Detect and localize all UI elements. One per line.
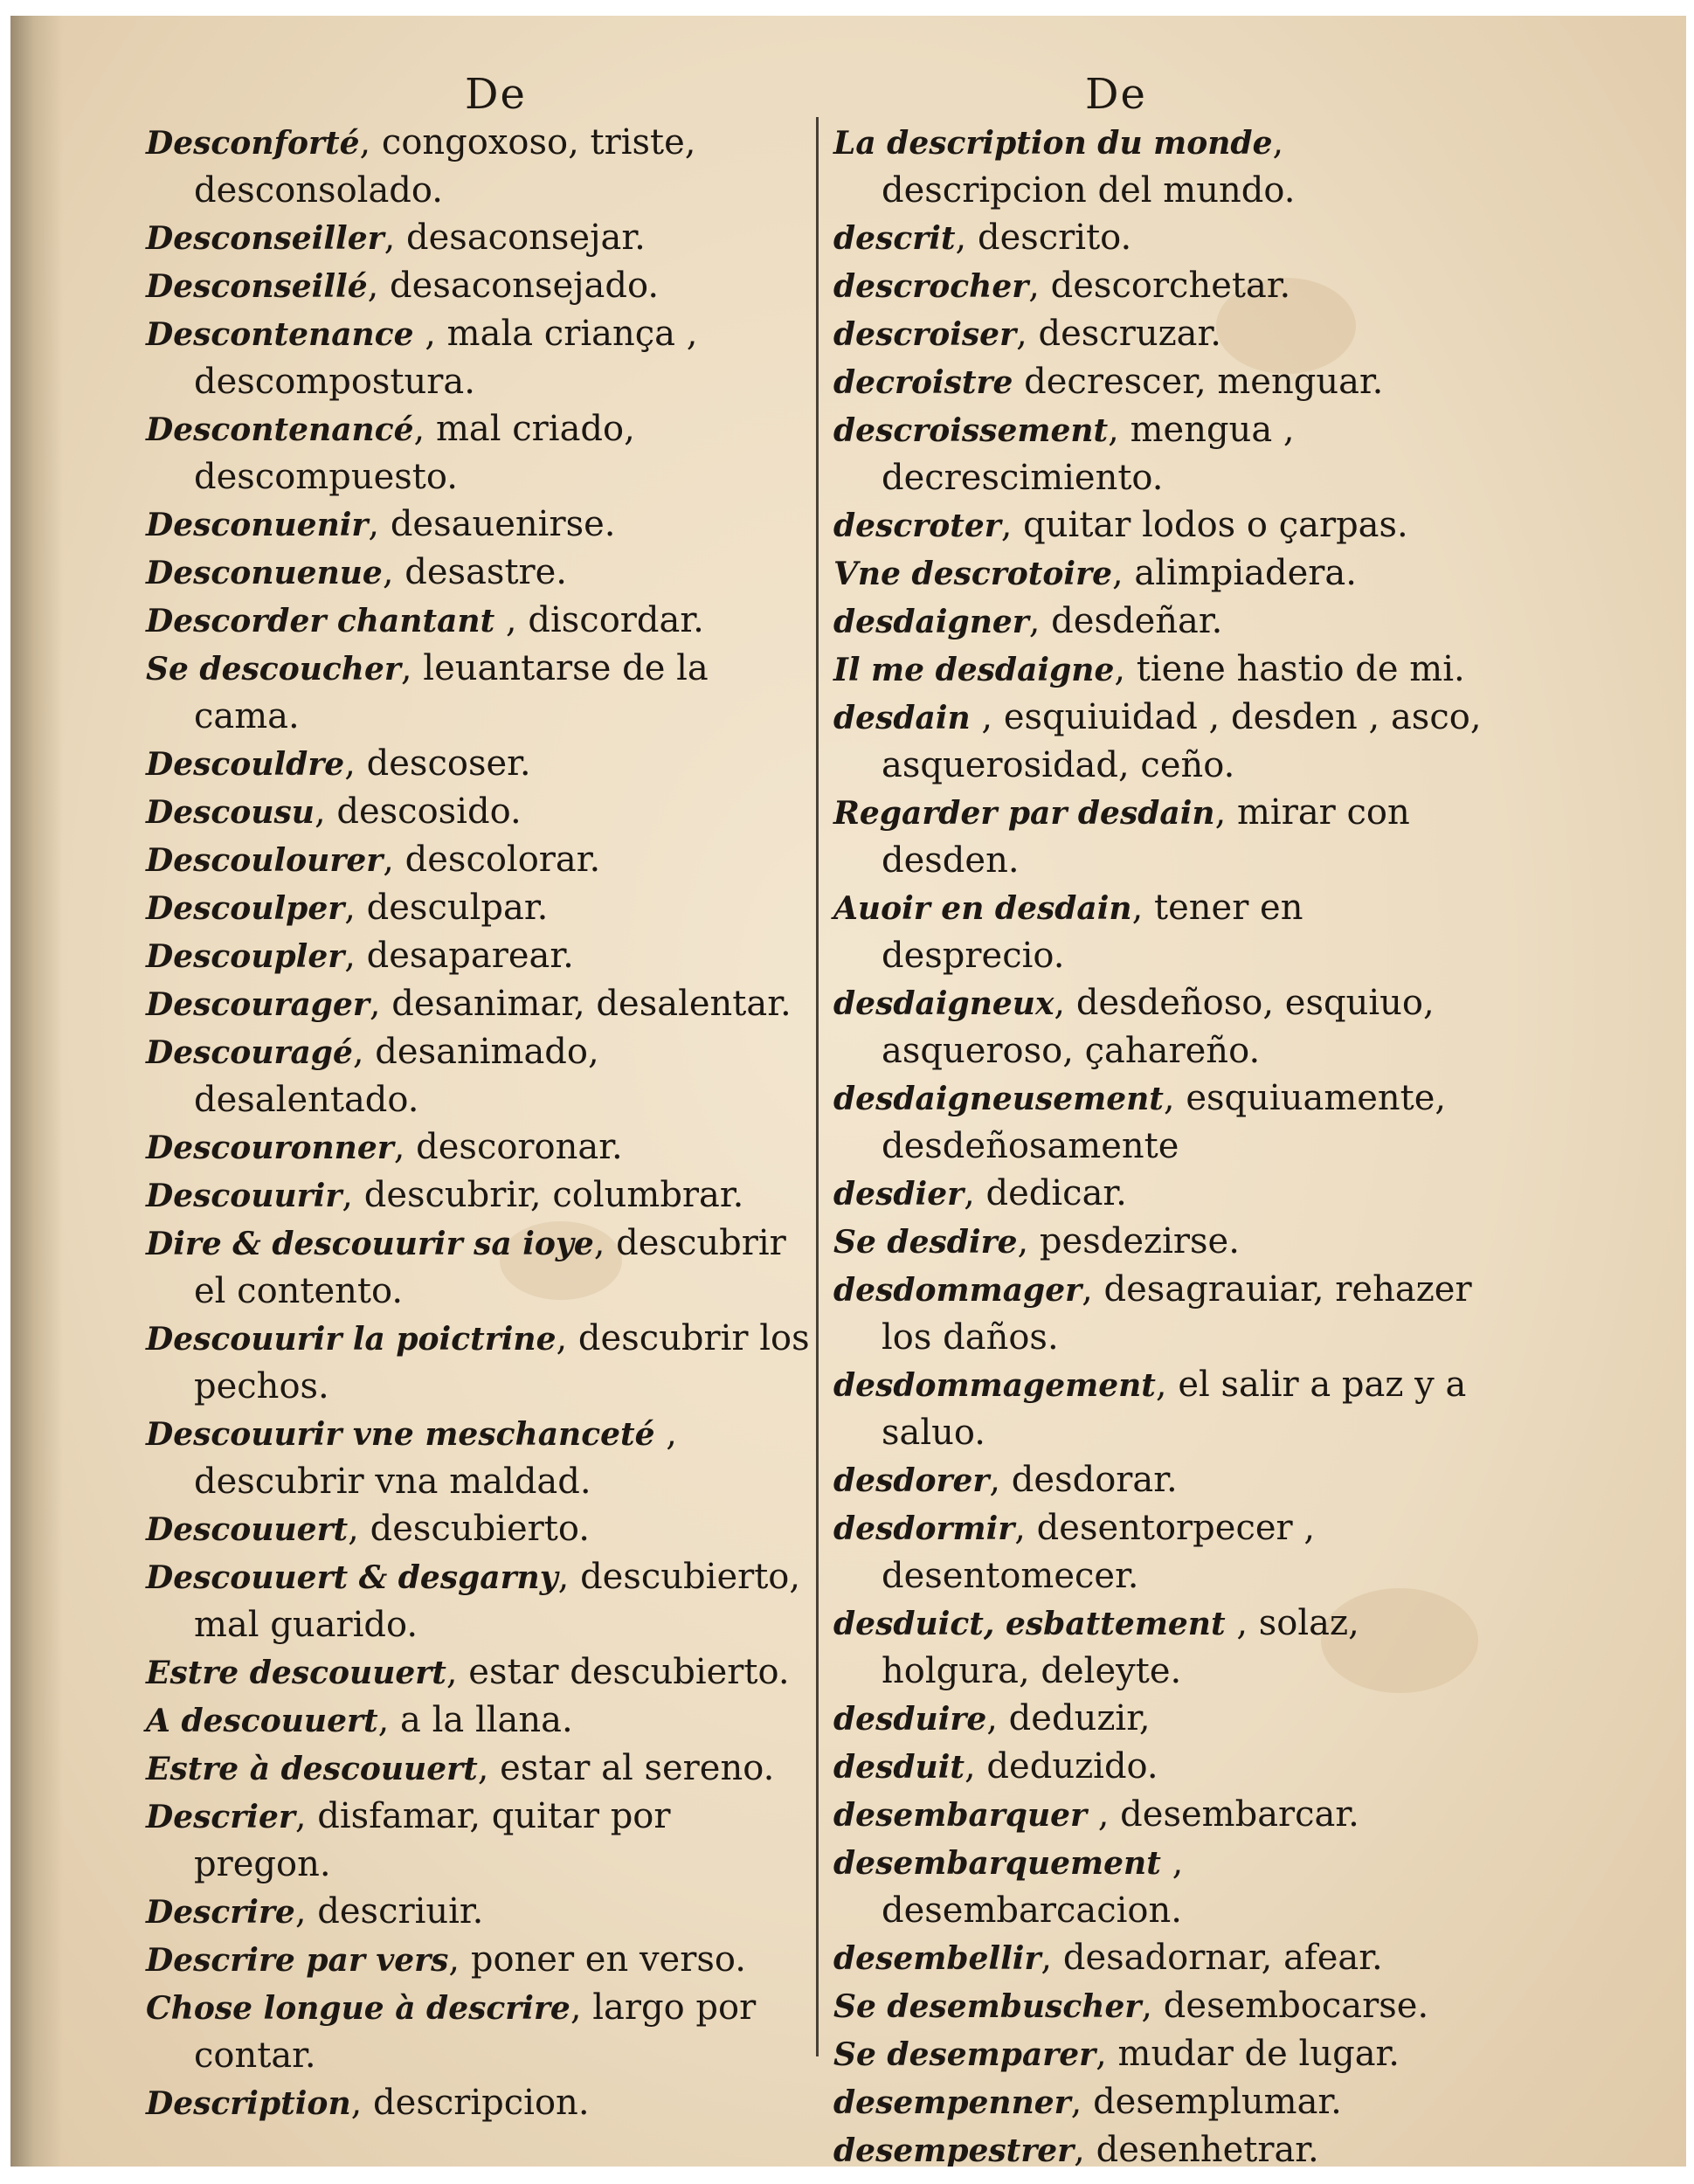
entry-headword: desdormir (833, 1510, 1015, 1547)
entry-headword: A descouuert (146, 1703, 378, 1739)
entry-headword: Descontenancé (146, 411, 414, 448)
dictionary-entry (833, 694, 1490, 789)
dictionary-entry (833, 1075, 1490, 1170)
entry-translation: , esquiuamente, desdeñosamente (882, 1078, 1447, 1166)
dictionary-entry (146, 310, 810, 405)
entry-translation: , desemplumar. (1070, 2082, 1342, 2122)
dictionary-entry (146, 788, 810, 836)
entry-headword: Dire & descouurir sa ioye (146, 1226, 594, 1262)
right-column (833, 119, 1490, 2167)
column-divider-rule (816, 117, 819, 2056)
entry-headword: Descoupler (146, 938, 345, 975)
entry-translation: , deduzido. (965, 1746, 1158, 1787)
entry-translation: , a la llana. (377, 1700, 573, 1740)
entry-headword: Descouldre (146, 746, 345, 783)
entry-headword: Vne descrotoire (833, 556, 1112, 592)
entry-headword: Descrier (146, 1799, 295, 1835)
entry-translation: , desembocarse. (1141, 1986, 1429, 2026)
entry-headword: Descrire par vers (146, 1942, 449, 1979)
dictionary-entry (146, 262, 810, 310)
book-page (10, 16, 1686, 2167)
entry-headword: desdommagement (833, 1367, 1156, 1404)
entry-translation: , descruzar. (1016, 314, 1221, 354)
dictionary-entry (833, 1839, 1490, 1934)
left-column (146, 119, 810, 2127)
entry-headword: descroissement (833, 412, 1109, 449)
entry-headword: La description du monde (833, 125, 1273, 162)
entry-headword: Se descoucher (146, 651, 401, 688)
entry-translation: , congoxoso, triste, desconsolado. (194, 122, 696, 211)
dictionary-entry (146, 1505, 810, 1553)
dictionary-entry (833, 598, 1490, 646)
entry-headword: descroiser (833, 316, 1017, 353)
entry-translation: , mal criado, descompuesto. (194, 409, 635, 497)
dictionary-entry (833, 549, 1490, 598)
entry-headword: Desconseillé (146, 268, 368, 305)
dictionary-entry (833, 1934, 1490, 1982)
dictionary-entry (146, 119, 810, 214)
entry-translation: , largo por contar. (194, 1987, 757, 2076)
entry-headword: Se desembuscher (833, 1988, 1142, 2025)
entry-translation: , tiene hastio de mi. (1114, 649, 1465, 689)
entry-headword: desdaigneux (833, 985, 1054, 1022)
dictionary-entry (833, 310, 1490, 358)
dictionary-entry (833, 119, 1490, 214)
entry-translation: , mala criança , descompostura. (194, 314, 698, 402)
dictionary-entry (833, 2126, 1490, 2167)
entry-translation: , desculpar. (344, 888, 549, 928)
dictionary-entry (146, 1648, 810, 1697)
entry-translation: , descubrir el contento. (194, 1223, 786, 1311)
entry-translation: , desentorpecer , desentomecer. (882, 1508, 1316, 1596)
entry-headword: desdommager (833, 1272, 1082, 1309)
entry-headword: desdaigner (833, 604, 1029, 640)
entry-translation: , esquiuidad , desden , asco, asquerosidad, ceño. (882, 697, 1482, 785)
entry-headword: Estre à descouuert (146, 1751, 478, 1787)
entry-translation: , desdeñar. (1028, 601, 1223, 641)
entry-headword: desembarquer (833, 1797, 1088, 1834)
dictionary-entry (146, 405, 810, 501)
entry-headword: Regarder par desdain (833, 795, 1215, 832)
entry-translation: , descripcion del mundo. (882, 122, 1296, 211)
dictionary-entry (146, 1553, 810, 1648)
entry-headword: Descourager (146, 986, 370, 1023)
dictionary-entry (833, 2078, 1490, 2126)
entry-translation: , desenhetrar. (1074, 2130, 1319, 2167)
entry-headword: descrit (833, 220, 956, 257)
entry-headword: desempenner (833, 2084, 1071, 2121)
entry-headword: Chose longue à descrire (146, 1990, 570, 2027)
dictionary-entry (833, 1170, 1490, 1218)
dictionary-entry (833, 262, 1490, 310)
dictionary-entry (833, 1982, 1490, 2030)
entry-translation: , descoronar. (393, 1127, 623, 1167)
entry-translation: , dedicar. (964, 1173, 1127, 1213)
entry-headword: descrocher (833, 268, 1029, 305)
dictionary-entry (146, 1220, 810, 1315)
entry-translation: , desanimar, desalentar. (369, 984, 792, 1024)
entry-translation: , descubrir los pechos. (194, 1318, 810, 1406)
dictionary-entry (833, 358, 1490, 406)
entry-headword: Descorder chantant (146, 603, 495, 639)
dictionary-entry (146, 2079, 810, 2127)
entry-translation: , desagrauiar, rehazer los daños. (882, 1269, 1472, 1358)
entry-translation: , descorchetar. (1028, 266, 1291, 306)
dictionary-entry (146, 884, 810, 932)
entry-translation: , descubierto. (348, 1509, 590, 1549)
running-head-left: De (465, 70, 527, 119)
entry-translation: , descripcion. (350, 2083, 590, 2123)
entry-headword: Se desemparer (833, 2036, 1096, 2073)
entry-translation: , descosido. (314, 791, 522, 832)
dictionary-entry (833, 2030, 1490, 2078)
entry-translation: , mengua , decrescimiento. (882, 410, 1295, 498)
entry-headword: Desconseiller (146, 220, 384, 257)
entry-translation: , desadornar, afear. (1041, 1938, 1383, 1978)
entry-translation: , descubierto, mal guarido. (194, 1557, 801, 1645)
dictionary-entry (146, 1697, 810, 1745)
entry-translation: , desastre. (382, 552, 568, 592)
entry-translation: , desanimado, desalentado. (194, 1032, 599, 1120)
entry-translation: , descolorar. (383, 840, 601, 880)
entry-headword: desdain (833, 700, 971, 736)
entry-translation: , tener en desprecio. (882, 888, 1303, 976)
dictionary-entry (833, 1456, 1490, 1504)
dictionary-entry (146, 1936, 810, 1984)
dictionary-entry (146, 932, 810, 980)
entry-headword: descroter (833, 508, 1001, 544)
entry-headword: desembellir (833, 1940, 1041, 1977)
entry-headword: Se desdire (833, 1224, 1018, 1261)
entry-translation: , desaconsejado. (367, 266, 660, 306)
entry-translation: , el salir a paz y a saluo. (882, 1365, 1467, 1453)
entry-translation: , alimpiadera. (1111, 553, 1357, 593)
dictionary-entry (146, 1028, 810, 1123)
dictionary-entry (833, 1504, 1490, 1600)
entry-translation: , discordar. (494, 600, 704, 640)
dictionary-entry (833, 1743, 1490, 1791)
entry-translation: , deduzir, (986, 1698, 1151, 1738)
entry-headword: Descouurir vne meschanceté (146, 1416, 655, 1453)
entry-headword: Description (146, 2085, 351, 2122)
entry-translation: , leuantarse de la cama. (194, 648, 709, 736)
entry-headword: Descouurir la poictrine (146, 1321, 557, 1358)
entry-headword: Descouurir (146, 1178, 342, 1214)
entry-headword: Descoulper (146, 890, 345, 927)
dictionary-entry (833, 1600, 1490, 1695)
dictionary-entry (833, 884, 1490, 979)
entry-translation: , desdorar. (989, 1460, 1178, 1500)
entry-translation: , descrito. (955, 218, 1132, 258)
entry-translation: , desembarcacion. (882, 1842, 1184, 1931)
dictionary-entry (146, 1984, 810, 2079)
entry-headword: desduire (833, 1701, 987, 1738)
dictionary-entry (833, 646, 1490, 694)
entry-translation: decrescer, menguar. (1013, 362, 1384, 402)
dictionary-entry (146, 1888, 810, 1936)
dictionary-entry (146, 740, 810, 788)
entry-translation: , pesdezirse. (1017, 1221, 1240, 1261)
dictionary-entry (833, 214, 1490, 262)
entry-headword: desembarquement (833, 1845, 1161, 1882)
dictionary-entry (146, 214, 810, 262)
entry-translation: , descriuir. (294, 1891, 484, 1932)
page-spine-shadow (10, 16, 63, 2167)
dictionary-entry (146, 645, 810, 740)
entry-headword: Desconuenue (146, 555, 383, 591)
entry-translation: , desauenirse. (368, 504, 616, 544)
dictionary-entry (146, 501, 810, 549)
entry-headword: Il me desdaigne (833, 652, 1115, 688)
entry-translation: , descubrir, columbrar. (342, 1175, 744, 1215)
entry-headword: decroistre (833, 364, 1013, 401)
dictionary-entry (146, 1123, 810, 1171)
entry-headword: Descouragé (146, 1034, 353, 1071)
dictionary-entry (833, 1218, 1490, 1266)
entry-headword: desdorer (833, 1462, 990, 1499)
entry-headword: Desconforté (146, 125, 360, 162)
entry-headword: Descousu (146, 794, 315, 831)
entry-translation: , solaz, holgura, deleyte. (882, 1603, 1359, 1691)
dictionary-entry (833, 1361, 1490, 1456)
dictionary-entry (146, 1171, 810, 1220)
dictionary-entry (833, 1791, 1490, 1839)
dictionary-entry (146, 1315, 810, 1410)
entry-translation: , descoser. (344, 743, 531, 784)
dictionary-entry (146, 836, 810, 884)
dictionary-entry (146, 597, 810, 645)
entry-headword: desdaigneusement (833, 1081, 1164, 1117)
entry-translation: , poner en verso. (448, 1939, 746, 1980)
entry-headword: Estre descouuert (146, 1655, 446, 1691)
entry-headword: desdier (833, 1176, 965, 1213)
entry-headword: Descouronner (146, 1130, 394, 1166)
dictionary-entry (833, 979, 1490, 1075)
entry-translation: , estar descubierto. (446, 1652, 790, 1692)
dictionary-entry (833, 789, 1490, 884)
entry-headword: Descontenance (146, 316, 414, 353)
entry-translation: , quitar lodos o çarpas. (1000, 505, 1408, 545)
dictionary-entry (146, 1793, 810, 1888)
dictionary-entry (146, 1745, 810, 1793)
entry-translation: , descubrir vna maldad. (194, 1413, 677, 1502)
dictionary-entry (833, 1266, 1490, 1361)
dictionary-entry (833, 501, 1490, 549)
entry-headword: Descouuert & desgarny (146, 1559, 558, 1596)
entry-headword: desduit (833, 1749, 965, 1786)
running-head-right: De (1085, 70, 1147, 119)
dictionary-entry (146, 980, 810, 1028)
dictionary-entry (833, 406, 1490, 501)
entry-headword: Descrire (146, 1894, 295, 1931)
entry-headword: Desconuenir (146, 507, 369, 543)
entry-headword: Auoir en desdain (833, 890, 1132, 927)
entry-headword: Descoulourer (146, 842, 384, 879)
entry-headword: desduict, esbattement (833, 1606, 1226, 1642)
entry-translation: , desaconsejar. (384, 218, 646, 258)
dictionary-entry (146, 1410, 810, 1505)
dictionary-entry (833, 1695, 1490, 1743)
entry-headword: Descouuert (146, 1511, 349, 1548)
entry-translation: , disfamar, quitar por pregon. (194, 1796, 671, 1884)
entry-translation: , desdeñoso, esquiuo, asquerosο, çahareño. (882, 983, 1435, 1071)
entry-translation: , estar al sereno. (477, 1748, 775, 1788)
entry-translation: , mirar con desden. (882, 792, 1410, 881)
entry-headword: desempestrer (833, 2132, 1075, 2167)
entry-translation: , desaparear. (344, 936, 574, 976)
entry-translation: , mudar de lugar. (1096, 2034, 1400, 2074)
dictionary-entry (146, 549, 810, 597)
entry-translation: , desembarcar. (1087, 1794, 1359, 1835)
